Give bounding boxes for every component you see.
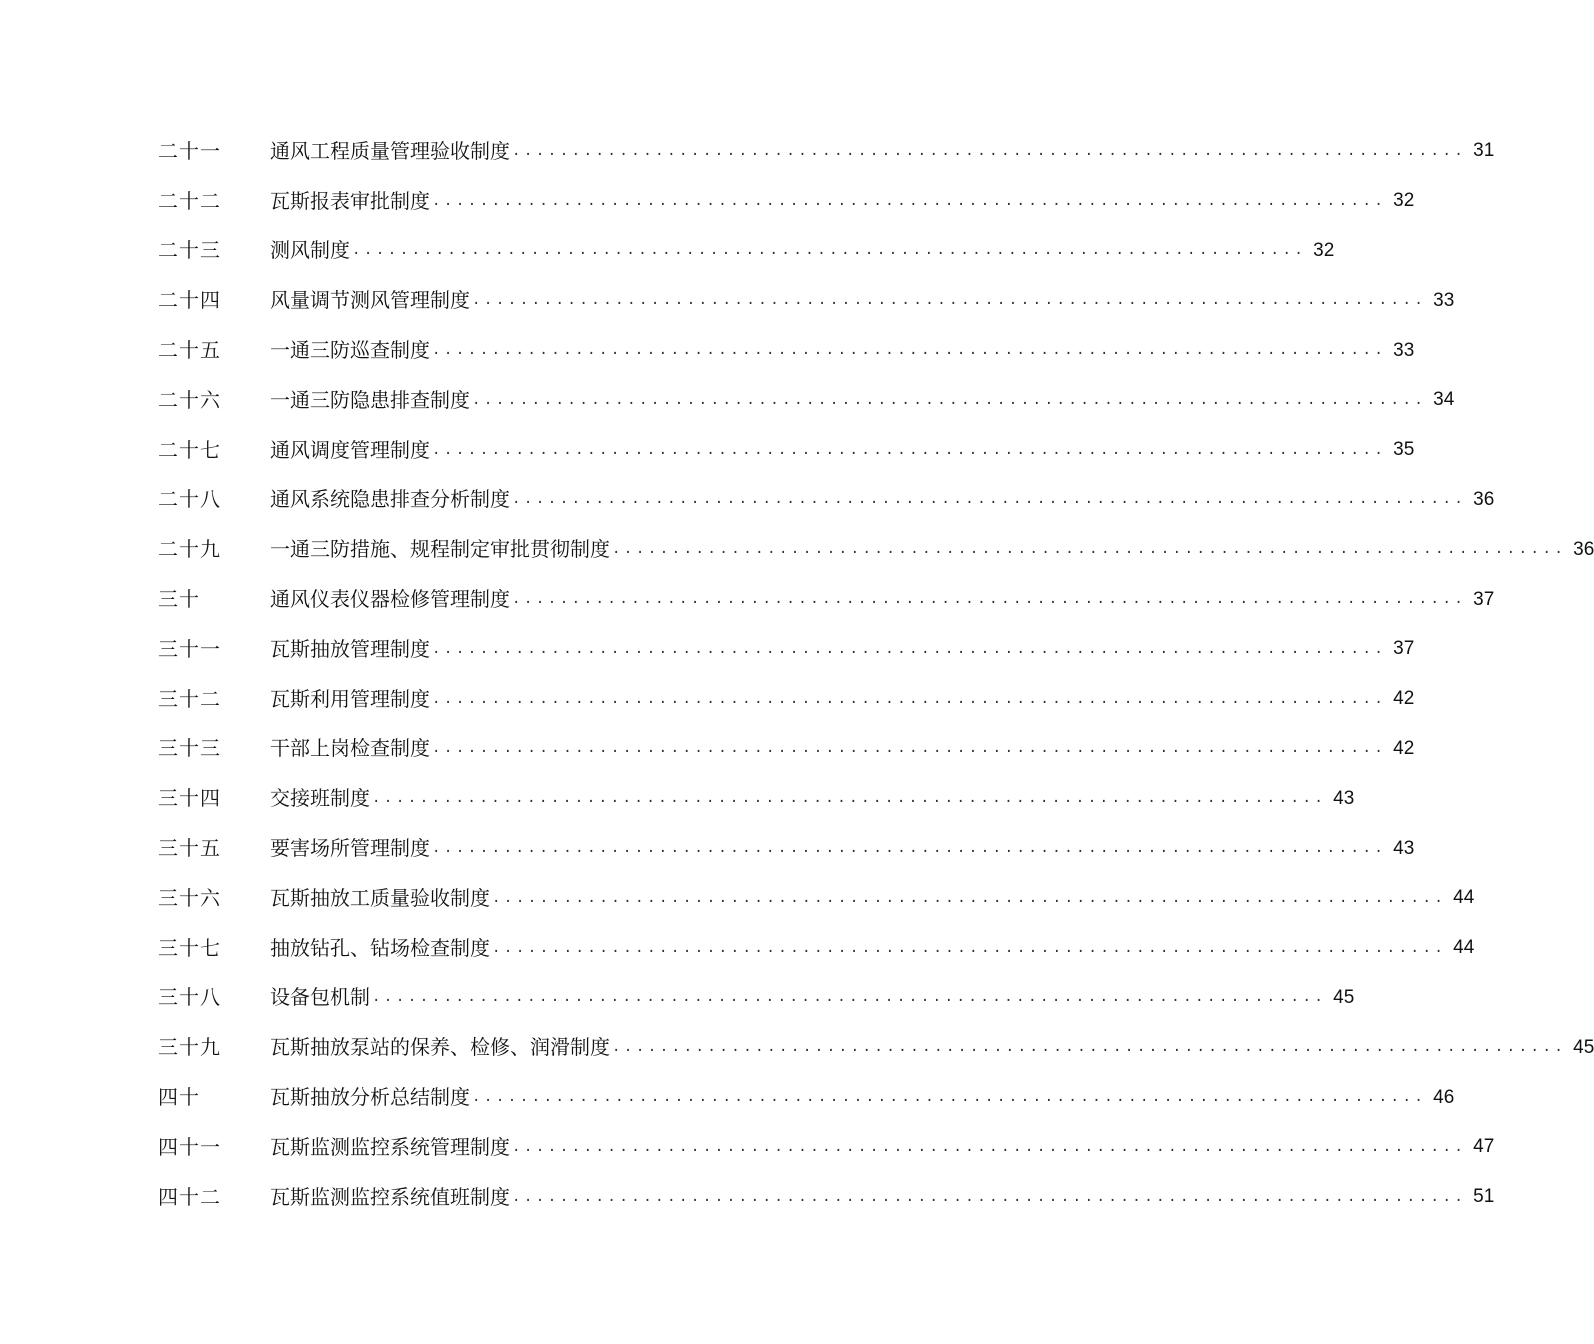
toc-entry-number: 二十五: [158, 338, 221, 363]
toc-dot-leader: ................................................................................: [472, 1089, 1427, 1106]
toc-entry-page-number: 51: [1473, 1186, 1495, 1208]
toc-entry-title: 风量调节测风管理制度: [270, 288, 470, 313]
toc-entry[interactable]: [158, 624, 1415, 674]
toc-dot-leader: ................................................................................: [352, 242, 1307, 259]
toc-dot-leader: ................................................................................: [512, 142, 1467, 159]
toc-entry-number: 四十: [158, 1085, 200, 1110]
toc-entry-title: 交接班制度: [270, 786, 370, 811]
toc-entry-number: 三十六: [158, 885, 221, 910]
toc-dot-leader: ................................................................................: [612, 1039, 1567, 1056]
toc-entry-title: 瓦斯抽放工质量验收制度: [270, 885, 490, 910]
toc-entry-title: 瓦斯抽放分析总结制度: [270, 1085, 470, 1110]
toc-entry-page-number: 42: [1393, 688, 1415, 710]
toc-entry-title: 通风调度管理制度: [270, 437, 430, 462]
toc-entry-number: 二十七: [158, 437, 221, 462]
toc-entry-number: 二十八: [158, 487, 221, 512]
toc-entry[interactable]: [158, 126, 1495, 176]
toc-entry-number: 三十二: [158, 686, 221, 711]
toc-entry[interactable]: [158, 226, 1335, 276]
toc-entry[interactable]: [158, 873, 1475, 923]
toc-dot-leader: ................................................................................: [372, 790, 1327, 807]
toc-entry-number: 二十九: [158, 537, 221, 562]
toc-entry-number: 三十: [158, 587, 200, 612]
toc-entry[interactable]: [158, 425, 1415, 475]
toc-entry[interactable]: [158, 176, 1415, 226]
toc-entry-number: 四十一: [158, 1134, 221, 1159]
toc-entry[interactable]: [158, 823, 1415, 873]
toc-entry[interactable]: [158, 923, 1475, 973]
toc-entry-page-number: 37: [1393, 638, 1415, 660]
toc-entry-title: 一通三防措施、规程制定审批贯彻制度: [270, 537, 610, 562]
toc-entry[interactable]: [158, 475, 1495, 525]
toc-entry-page-number: 32: [1393, 190, 1415, 212]
toc-entry[interactable]: [158, 773, 1355, 823]
toc-dot-leader: ................................................................................: [472, 292, 1427, 309]
toc-dot-leader: ................................................................................: [432, 640, 1387, 657]
toc-entry-page-number: 35: [1393, 439, 1415, 461]
toc-entry-number: 三十七: [158, 935, 221, 960]
toc-dot-leader: ................................................................................: [472, 391, 1427, 408]
toc-entry-number: 三十八: [158, 985, 221, 1010]
toc-entry-title: 通风工程质量管理验收制度: [270, 138, 510, 163]
toc-entry[interactable]: [158, 275, 1455, 325]
toc-entry-page-number: 33: [1433, 289, 1455, 311]
toc-entry[interactable]: [158, 674, 1415, 724]
toc-entry-title: 设备包机制: [270, 985, 370, 1010]
toc-dot-leader: ................................................................................: [372, 989, 1327, 1006]
toc-entry-number: 三十一: [158, 636, 221, 661]
toc-entry-page-number: 36: [1573, 538, 1594, 560]
table-of-contents: [158, 126, 1594, 1222]
toc-dot-leader: ................................................................................: [432, 740, 1387, 757]
toc-entry[interactable]: [158, 1172, 1495, 1222]
toc-entry-title: 瓦斯报表审批制度: [270, 188, 430, 213]
toc-entry-page-number: 31: [1473, 140, 1495, 162]
toc-entry-title: 瓦斯利用管理制度: [270, 686, 430, 711]
toc-entry[interactable]: [158, 724, 1415, 774]
toc-dot-leader: ................................................................................: [492, 939, 1447, 956]
toc-entry-number: 三十五: [158, 836, 221, 861]
toc-entry[interactable]: [158, 325, 1415, 375]
toc-entry-title: 瓦斯抽放管理制度: [270, 636, 430, 661]
toc-entry-number: 四十二: [158, 1184, 221, 1209]
toc-entry-page-number: 33: [1393, 339, 1415, 361]
toc-entry-page-number: 43: [1333, 787, 1355, 809]
toc-entry-title: 通风系统隐患排查分析制度: [270, 487, 510, 512]
toc-entry-title: 抽放钻孔、钻场检查制度: [270, 935, 490, 960]
toc-entry-title: 一通三防巡查制度: [270, 338, 430, 363]
toc-entry-title: 通风仪表仪器检修管理制度: [270, 587, 510, 612]
toc-entry-number: 三十九: [158, 1035, 221, 1060]
toc-entry[interactable]: [158, 1072, 1455, 1122]
toc-dot-leader: ................................................................................: [512, 591, 1467, 608]
toc-dot-leader: ................................................................................: [432, 441, 1387, 458]
toc-entry-page-number: 44: [1453, 937, 1475, 959]
toc-dot-leader: ................................................................................: [512, 491, 1467, 508]
toc-dot-leader: ................................................................................: [432, 342, 1387, 359]
toc-entry-page-number: 34: [1433, 389, 1455, 411]
toc-entry-title: 一通三防隐患排查制度: [270, 387, 470, 412]
toc-dot-leader: ................................................................................: [432, 840, 1387, 857]
toc-entry-page-number: 36: [1473, 488, 1495, 510]
toc-entry-title: 干部上岗检查制度: [270, 736, 430, 761]
toc-dot-leader: ................................................................................: [432, 192, 1387, 209]
toc-entry[interactable]: [158, 375, 1455, 425]
toc-entry-number: 二十一: [158, 138, 221, 163]
toc-entry-page-number: 44: [1453, 887, 1475, 909]
toc-dot-leader: ................................................................................: [612, 541, 1567, 558]
toc-entry-page-number: 37: [1473, 588, 1495, 610]
toc-dot-leader: ................................................................................: [512, 1188, 1467, 1205]
toc-entry[interactable]: [158, 574, 1495, 624]
toc-entry-title: 测风制度: [270, 238, 350, 263]
toc-entry-number: 二十二: [158, 188, 221, 213]
toc-entry-page-number: 32: [1313, 239, 1335, 261]
toc-entry[interactable]: [158, 1122, 1495, 1172]
toc-entry-number: 二十六: [158, 387, 221, 412]
toc-entry[interactable]: [158, 1022, 1594, 1072]
toc-dot-leader: ................................................................................: [432, 690, 1387, 707]
toc-dot-leader: ................................................................................: [512, 1138, 1467, 1155]
toc-entry-title: 瓦斯监测监控系统管理制度: [270, 1134, 510, 1159]
toc-entry-number: 二十四: [158, 288, 221, 313]
toc-entry[interactable]: [158, 973, 1355, 1023]
toc-entry-page-number: 47: [1473, 1136, 1495, 1158]
toc-entry-page-number: 45: [1333, 986, 1355, 1008]
toc-entry-title: 瓦斯抽放泵站的保养、检修、润滑制度: [270, 1035, 610, 1060]
toc-entry-number: 二十三: [158, 238, 221, 263]
toc-entry-page-number: 43: [1393, 837, 1415, 859]
toc-entry[interactable]: [158, 524, 1594, 574]
toc-entry-page-number: 42: [1393, 737, 1415, 759]
toc-entry-number: 三十四: [158, 786, 221, 811]
toc-entry-number: 三十三: [158, 736, 221, 761]
toc-dot-leader: ................................................................................: [492, 889, 1447, 906]
toc-entry-page-number: 45: [1573, 1036, 1594, 1058]
toc-entry-title: 瓦斯监测监控系统值班制度: [270, 1184, 510, 1209]
toc-entry-page-number: 46: [1433, 1086, 1455, 1108]
toc-entry-title: 要害场所管理制度: [270, 836, 430, 861]
